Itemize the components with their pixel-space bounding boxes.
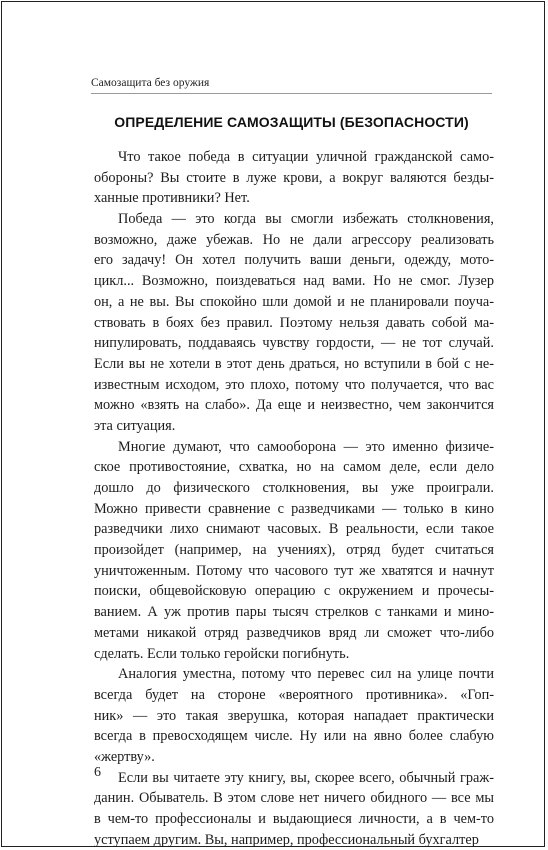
text-line: нипулировать, поддаваясь чувству гордости, — не тот случай. bbox=[94, 335, 494, 352]
body-text bbox=[94, 147, 494, 850]
text-line: ханные противники? Нет. bbox=[94, 190, 250, 207]
text-line: дошло до физического столкновения, вы уже проиграли. bbox=[94, 480, 494, 496]
text-line: Если вы не хотели в этот день драться, но вступили в бой с не- bbox=[94, 355, 494, 372]
page-number: 6 bbox=[94, 765, 101, 780]
text-line: Победа — это когда вы смогли избежать столкновения, bbox=[118, 211, 494, 228]
text-line: ванием. А уж против пары тысяч стрелков с танками и мино- bbox=[94, 604, 494, 621]
text-line: ское противостояние, схватка, но на самом деле, если дело bbox=[94, 459, 494, 476]
text-line: эта ситуация. bbox=[94, 417, 176, 434]
text-line: всегда в превосходящем числе. Ну или на явно более слабую bbox=[94, 728, 494, 745]
running-head: Самозащита без оружия bbox=[91, 76, 492, 94]
text-line: сделать. Если только геройски погибнуть. bbox=[94, 645, 350, 662]
text-line: Можно привести сравнение с разведчиками — только в кино bbox=[94, 500, 494, 517]
text-line: ствовать в боях без правил. Поэтому нельзя давать собой ма- bbox=[94, 314, 494, 331]
text-line: уничтоженным. Потому что часового тут же хватятся и начнут bbox=[94, 562, 494, 579]
text-line: Аналогия уместна, потому что перевес сил на улице почти bbox=[118, 666, 494, 683]
text-line: можно «взять на слабо». Да еще и неизвестно, чем закончится bbox=[94, 397, 494, 414]
text-line: уступаем другим. Вы, например, профессиональный бухгалтер bbox=[94, 831, 479, 848]
text-line: Если вы читаете эту книгу, вы, скорее всего, обычный граж- bbox=[118, 769, 494, 786]
text-line: возможно, даже убежав. Но не дали агрессору реализовать bbox=[94, 231, 494, 248]
text-line: в чем-то профессионалы и выдающиеся личности, а в чем-то bbox=[94, 811, 494, 827]
text-line: данин. Обыватель. В этом слове нет ничего обидного — все мы bbox=[94, 790, 494, 807]
paragraph bbox=[94, 437, 494, 665]
paragraph bbox=[94, 768, 494, 850]
text-line: ник» — это такая зверушка, которая нападает практически bbox=[94, 707, 494, 724]
text-line: всегда будет на стороне «вероятного противника». «Гоп- bbox=[94, 686, 494, 703]
text-line: его задачу! Он хотел получить ваши деньги, одежду, мото- bbox=[94, 252, 494, 269]
text-line: цикл... Возможно, поиздеваться над вами. Но не смог. Лузер bbox=[94, 273, 494, 290]
text-line: обороны? Вы стоите в луже крови, а вокруг валяются безды- bbox=[94, 169, 494, 186]
paragraph bbox=[94, 147, 494, 209]
text-line: Многие думают, что самооборона — это именно физиче- bbox=[118, 438, 494, 455]
text-line: «жертву». bbox=[94, 748, 155, 765]
book-page bbox=[1, 1, 545, 847]
text-line: метами никакой отряд разведчиков вряд ли сможет что-либо bbox=[94, 624, 494, 641]
text-line: поиски, общевойсковую операцию с окружением и прочесы- bbox=[94, 583, 494, 600]
text-line: разведчики лихо снимают часовых. В реальности, если такое bbox=[94, 521, 494, 538]
section-title: ОПРЕДЕЛЕНИЕ САМОЗАЩИТЫ (БЕЗОПАСНОСТИ) bbox=[114, 114, 469, 130]
paragraph bbox=[94, 209, 494, 437]
text-line: Что такое победа в ситуации уличной гражданской само- bbox=[118, 149, 494, 165]
text-line: известным исходом, это плохо, потому что получается, что вас bbox=[94, 376, 494, 393]
text-line: он, а не вы. Вы спокойно шли домой и не планировали поуча- bbox=[94, 293, 494, 310]
text-line: произойдет (например, на учениях), отряд будет считаться bbox=[94, 542, 494, 559]
paragraph bbox=[94, 664, 494, 767]
